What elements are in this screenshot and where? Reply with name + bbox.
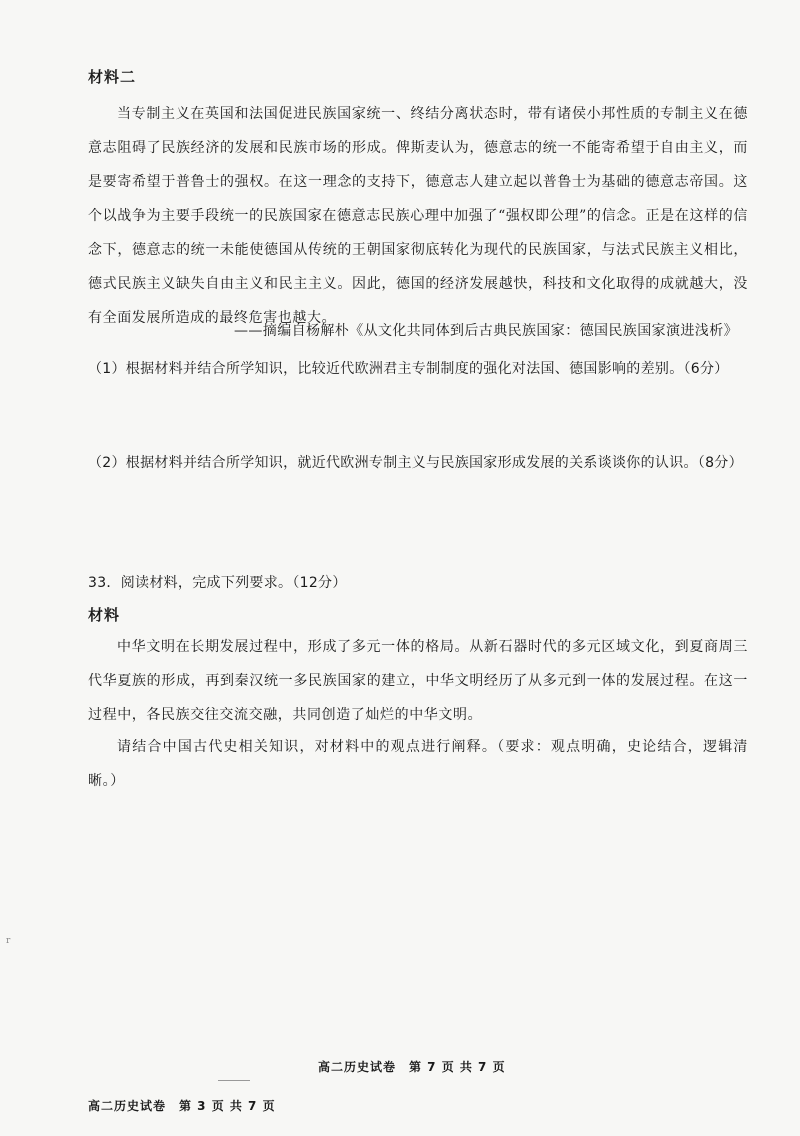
q33-material-heading: 材料	[88, 606, 121, 624]
footer-divider	[218, 1080, 250, 1081]
material-2-source: ——摘编自杨解朴《从文化共同体到后古典民族国家：德国民族国家演进浅析》	[234, 323, 738, 339]
margin-mark: r	[6, 936, 11, 946]
question-1: （1）根据材料并结合所学知识，比较近代欧洲君主专制制度的强化对法国、德国影响的差别。（6分）	[88, 361, 729, 377]
footer-page-7: 高二历史试卷 第 7 页 共 7 页	[318, 1060, 506, 1074]
material-2-heading: 材料二	[88, 68, 137, 86]
footer-page-3: 高二历史试卷 第 3 页 共 7 页	[88, 1099, 276, 1113]
q33-prompt: 请结合中国古代史相关知识，对材料中的观点进行阐释。（要求：观点明确，史论结合，逻辑清晰。）	[88, 739, 748, 789]
question-2: （2）根据材料并结合所学知识，就近代欧洲专制主义与民族国家形成发展的关系谈谈你的认识。（8分）	[88, 455, 743, 471]
material-2-paragraph: 当专制主义在英国和法国促进民族国家统一、终结分离状态时，带有诸侯小邦性质的专制主义在德意志阻碍了民族经济的发展和民族市场的形成。俾斯麦认为，德意志的统一不能寄希望于自由主义，而是要寄希望于普鲁士的强权。在这一理念的支持下，德意志人建立起以普鲁士为基础的德意志帝国。这个以战争为主要手段统一的民族国家在德意志民族心理中加强了“强权即公理”的信念。正是在这样的信念下，德意志的统一未能使德国从传统的王朝国家彻底转化为现代的民族国家，与法式民族主义相比，德式民族主义缺失自由主义和民主主义。因此，德国的经济发展越快，科技和文化取得的成就越大，没有全面发展所造成的最终危害也越大。	[88, 106, 748, 326]
q33-material-paragraph: 中华文明在长期发展过程中，形成了多元一体的格局。从新石器时代的多元区域文化，到夏商周三代华夏族的形成，再到秦汉统一多民族国家的建立，中华文明经历了从多元到一体的发展过程。在这一过程中，各民族交往交流交融，共同创造了灿烂的中华文明。	[88, 639, 748, 723]
question-33-title: 33．阅读材料，完成下列要求。（12分）	[88, 575, 347, 591]
